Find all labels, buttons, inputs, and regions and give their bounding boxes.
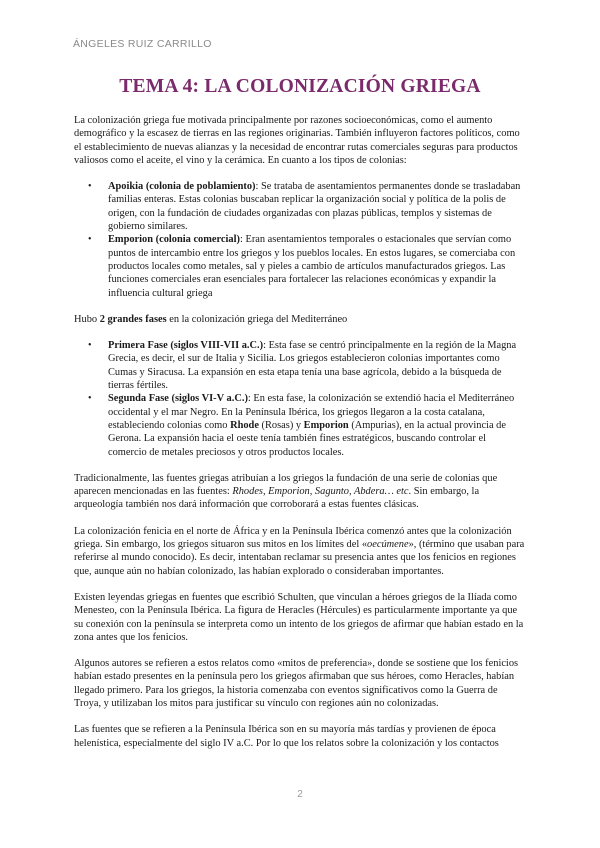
- legends-paragraph: Existen leyendas griegas en fuentes que escribió Schulten, que vinculan a héroes griegos de la Ilíada como Menesteo, con la Península Ibérica. La figura de Heracles (Hércules) es particularmente importante ya que su conexión con la península se interpreta como un intento de los griegos de afirmar que habían estado en la zona antes que los fenicios.: [74, 591, 524, 643]
- bullet-icon: •: [88, 340, 92, 352]
- text-run: La colonización fenicia en el norte de África y en la Península Ibérica comenzó antes que la colonización griega. Sin embargo, los griegos situaron sus mitos en los límites del «: [74, 525, 512, 551]
- term-description: : Eran asentamientos temporales o estacionales que servían como puntos de intercambio entre los griegos y los pueblos locales. En estos lugares, se comerciaba con productos locales como metales, sal y pieles a cambio de artículos manufacturados griegos. Las funciones comerciales eran esenciales para fortalecer las relaciones económicas y expandir la influencia cultural griega: [108, 234, 516, 299]
- term-apoikia: Apoikia (colonia de poblamiento): [108, 181, 256, 193]
- page-title: TEMA 4: LA COLONIZACIÓN GRIEGA: [119, 76, 481, 97]
- last-paragraph: Las fuentes que se refieren a la Península Ibérica son en su mayoría más tardías y provienen de época helenística, especialmente del siglo IV a.C. Por lo que los relatos sobre la colonización y los contactos: [74, 724, 499, 749]
- text-run: Hubo: [74, 313, 100, 325]
- bullet-icon: •: [88, 234, 92, 246]
- text-run: », (término que usaban para referirse al mundo conocido). Es decir, intentaban reclamar su presencia antes que los fenicios en regiones que, aunque aún no habían colonizado, las habían explorado o consideraban importantes.: [74, 539, 525, 577]
- myths-paragraph: Algunos autores se refieren a estos relatos como «mitos de preferencia», donde se sostiene que los fenicios habían estado presentes en la península pero los griegos afirmaban que sus héroes, como Heracles, habían llegado primero. Para los griegos, la historia comenzaba con eventos significativos como la Guerra de Troya, y utilizaban los mitos para justificar su vínculo con regiones aún no colonizadas.: [74, 658, 519, 709]
- sources-paragraph: [74, 472, 526, 512]
- page-number: 2: [297, 789, 303, 800]
- text-run: (Ampurias), en la actual provincia de Gerona. La expansión hacia el oeste tenía también fines estratégicos, buscando controlar el comercio de metales preciosos y otros productos locales.: [108, 419, 506, 458]
- term-first-phase: Primera Fase (siglos VIII-VII a.C.): [108, 340, 264, 352]
- phoenician-paragraph: [74, 525, 526, 578]
- bullet-icon: •: [88, 393, 92, 405]
- document-body: [74, 114, 526, 763]
- list-item: [88, 233, 526, 299]
- phases-list: [74, 339, 526, 459]
- list-item: [88, 339, 526, 392]
- term-emporion: Emporion (colonia comercial): [108, 234, 240, 246]
- term-description: : Se trataba de asentamientos permanentes donde se trasladaban familias enteras. Estas colonias buscaban replicar la organización social y política de la polis de origen, con la fundación de ciudades organizadas con plazas públicas, templos y sistemas de gobierno similares.: [108, 181, 521, 233]
- colony-types-list: [74, 180, 526, 300]
- term-second-phase: Segunda Fase (siglos VI-V a.C.): [108, 393, 248, 405]
- italic-run: oecúmene: [367, 539, 409, 551]
- text-run: . Sin embargo, la arqueología también nos dará información que corroborará a estas fuentes clásicas.: [74, 486, 480, 511]
- text-run: Tradicionalmente, las fuentes griegas atribuían a los griegos la fundación de una serie de colonias que aparecen mencionadas en las fuentes:: [74, 472, 498, 498]
- phases-intro-paragraph: [74, 313, 526, 326]
- colony-rhode: Rhode: [230, 419, 259, 431]
- intro-paragraph: La colonización griega fue motivada principalmente por razones socioeconómicas, como el aumento demográfico y la escasez de tierras en las regiones originarias. También influyeron factores políticos, como el establecimiento de nuevas alianzas y la necesidad de encontrar rutas comerciales seguras para productos valiosos como el aceite, el vino y la cerámica. En cuanto a los tipos de colonias:: [74, 115, 520, 166]
- list-item: [88, 180, 526, 233]
- italic-run: Rhodes, Emporion, Sagunto, Abdera… etc: [232, 486, 409, 498]
- document-header-author: ÁNGELES RUIZ CARRILLO: [73, 38, 212, 50]
- term-description: : En esta fase, la colonización se extendió hacia el Mediterráneo occidental y el mar Negro. En la Península Ibérica, los griegos llegaron a la costa catalana, estableciendo colonias como: [108, 393, 515, 431]
- bullet-icon: •: [88, 181, 92, 193]
- list-item: [88, 392, 526, 458]
- text-run: en la colonización griega del Mediterráneo: [166, 313, 348, 325]
- colony-emporion: Emporion: [303, 419, 349, 431]
- emphasis-run: 2 grandes fases: [99, 313, 167, 325]
- text-run: (Rosas) y: [258, 419, 304, 431]
- term-description: : Esta fase se centró principalmente en la región de la Magna Grecia, es decir, el sur de Italia y Sicilia. Los griegos establecieron colonias importantes como Cumas y Siracusa. La expansión en esta etapa tenía una base agrícola, debido a la búsqueda de tierras fértiles.: [108, 340, 517, 392]
